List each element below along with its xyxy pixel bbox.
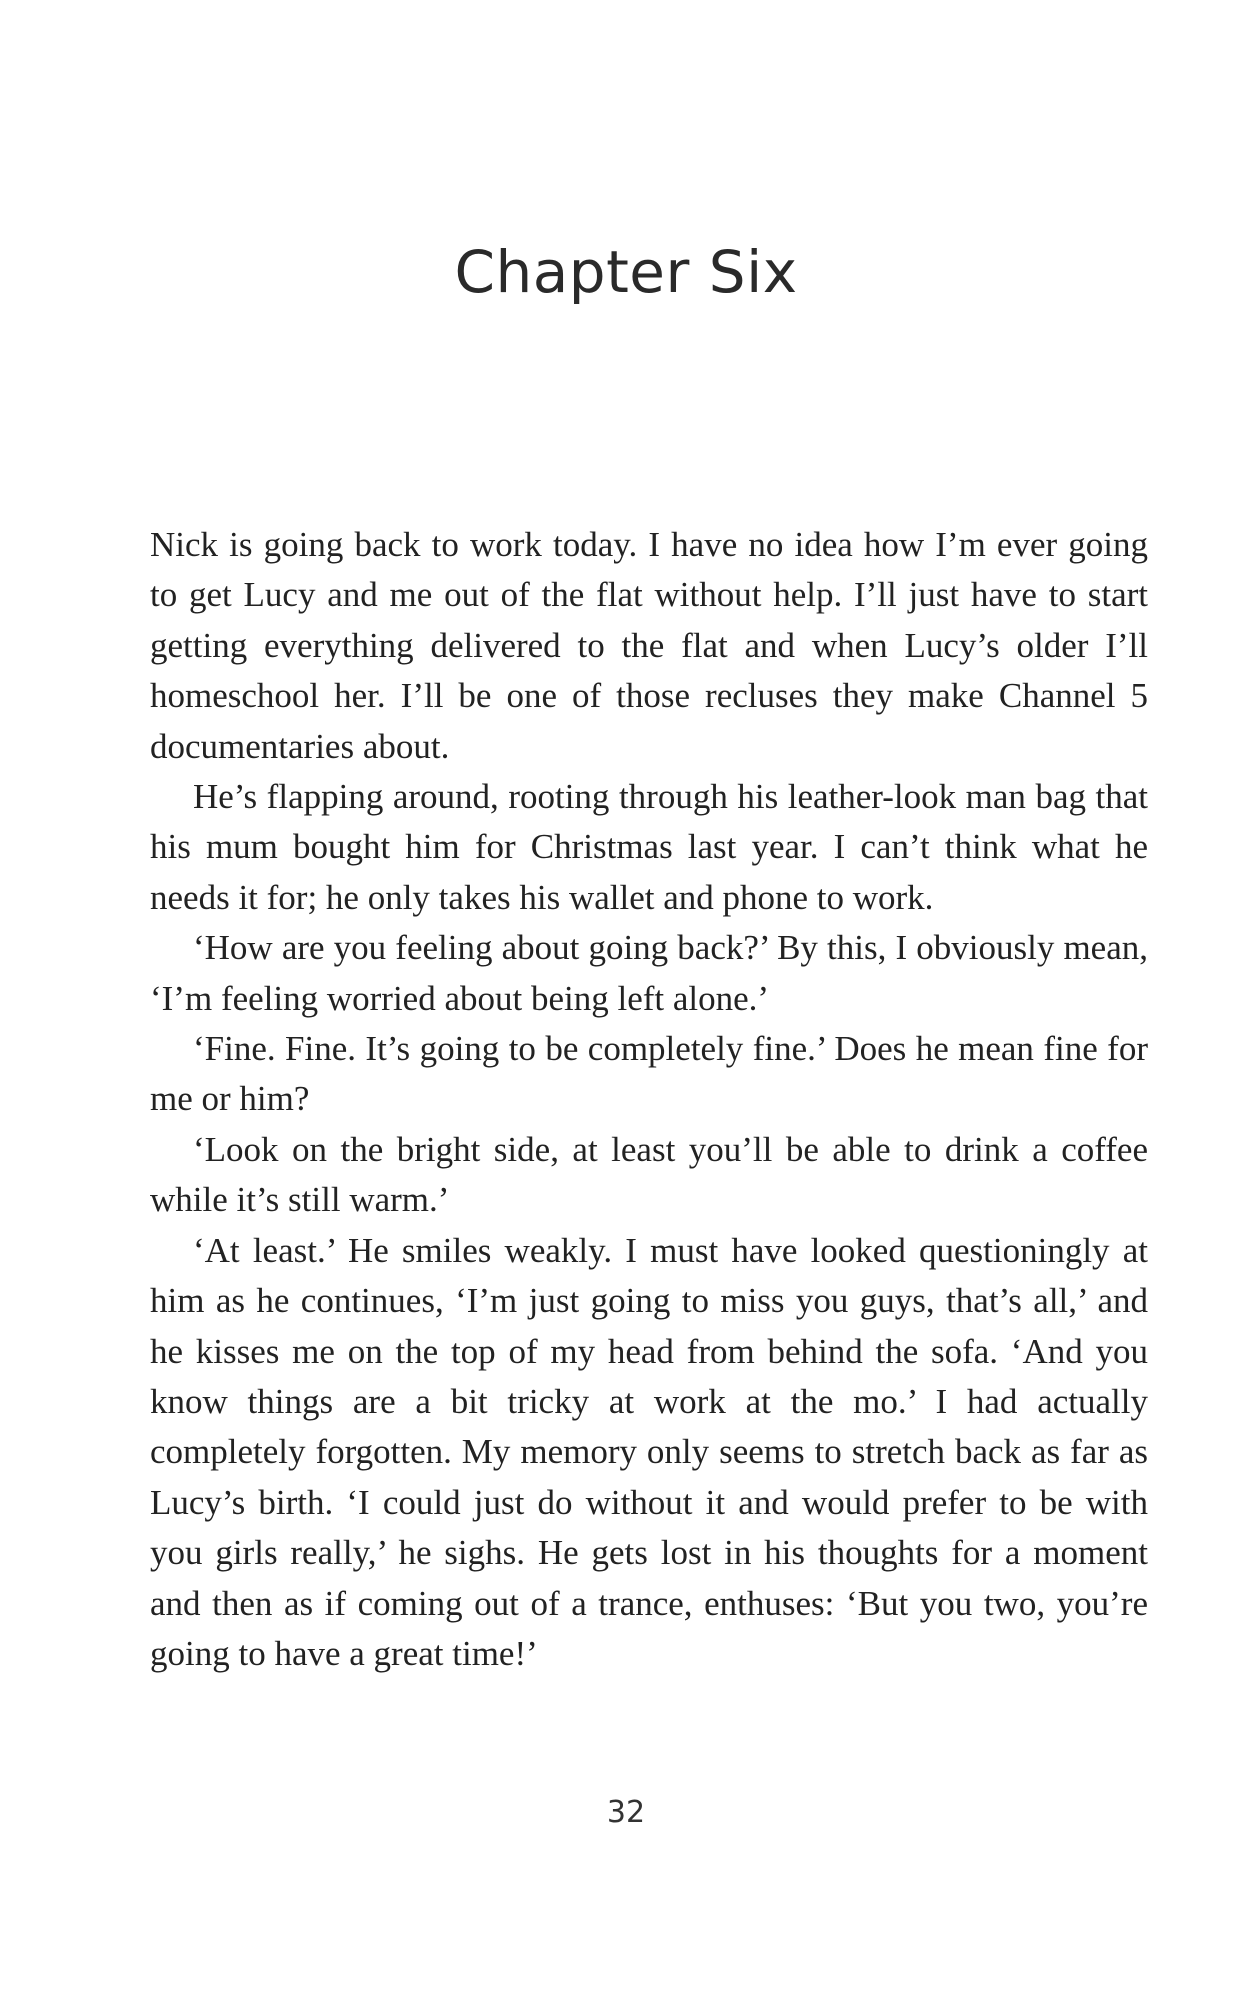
paragraph: ‘How are you feeling about going back?’ By this, I obviously mean, ‘I’m feeling worried about being left alone.’ xyxy=(150,928,1148,1018)
paragraph: ‘Fine. Fine. It’s going to be completely fine.’ Does he mean fine for me or him? xyxy=(150,1029,1148,1119)
paragraph: ‘Look on the bright side, at least you’ll be able to drink a coffee while it’s still warm.’ xyxy=(150,1129,1148,1220)
chapter-title: Chapter Six xyxy=(454,238,798,306)
paragraph: He’s flapping around, rooting through his leather-look man bag that his mum bought him for Christmas last year. I can’t think what he needs it for; he only takes his wallet and phone to work. xyxy=(150,777,1148,917)
chapter-body xyxy=(150,520,1148,1679)
page-number: 32 xyxy=(606,1795,646,1830)
paragraph: Nick is going back to work today. I have no idea how I’m ever going to get Lucy and me out of the flat without help. I’ll just have to start getting everything delivered to the flat and when Lucy’s older I’ll homeschool her. I’ll be one of those recluses they make Channel 5 documentaries about. xyxy=(150,525,1148,766)
paragraph: ‘At least.’ He smiles weakly. I must have looked questioningly at him as he continues, ‘I’m just going to miss you guys, that’s all,’ and he kisses me on the top of my head from behind the sofa. ‘And you know things are a bit tricky at work at the mo.’ I had actually completely forgotten. My memory only seems to stretch back as far as Lucy’s birth. ‘I could just do without it and would prefer to be with you girls really,’ he sighs. He gets lost in his thoughts for a moment and then as if coming out of a trance, enthuses: ‘But you two, you’re going to have a great time!’ xyxy=(150,1230,1148,1673)
